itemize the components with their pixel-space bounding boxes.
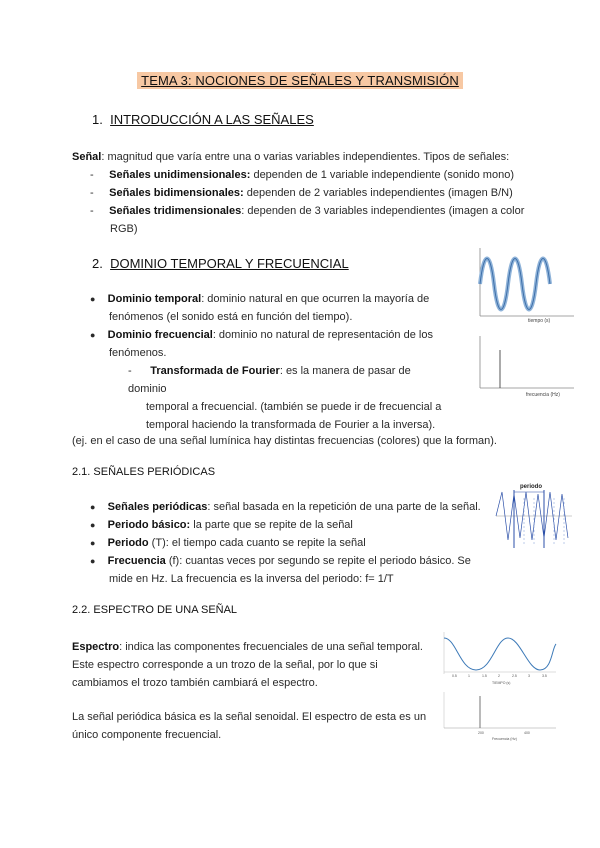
svg-text:2.5: 2.5	[512, 674, 517, 678]
time-frequency-figure	[476, 244, 576, 404]
signal-types-list	[90, 166, 524, 238]
svg-text:3: 3	[528, 674, 530, 678]
spectrum-paragraph: Espectro: indica las componentes frecuenciales de una señal temporal. Este espectro corresponde a un trozo de la señal, por lo que si cambiamos el trozo también cambiará el espectro.	[72, 641, 423, 689]
list-item: ● Periodo (T): el tiempo cada cuanto se repite la señal	[90, 537, 366, 549]
list-item-continuation: mide en Hz. La frecuencia es la inversa del periodo: f= 1/T	[109, 573, 394, 585]
svg-text:1: 1	[468, 674, 470, 678]
list-item: ● Dominio temporal: dominio natural en que ocurren la mayoría de	[90, 293, 430, 305]
list-item-continuation: fenómenos (el sonido está en función del tiempo).	[109, 311, 353, 323]
sine-tick-labels	[452, 674, 547, 678]
period-figure	[494, 480, 574, 552]
section-2-number: 2.	[92, 256, 103, 271]
spectrum-axis-label: Frecuencia (Hz)	[492, 737, 517, 741]
section-1-title: INTRODUCCIÓN A LAS SEÑALES	[110, 112, 314, 127]
sub-list-continuation: temporal haciendo la transformada de Fourier a la inversa).	[146, 419, 436, 431]
page-title: TEMA 3: NOCIONES DE SEÑALES Y TRANSMISIÓN	[137, 72, 463, 89]
sine-wave	[480, 259, 550, 310]
freq-tick-200: 200	[478, 731, 484, 735]
time-axis-label: tiempo (s)	[528, 318, 551, 324]
period-label: periodo	[520, 484, 542, 490]
sine-axis-label: TIEMPO (s)	[492, 681, 511, 685]
signal-term: Señal	[72, 151, 102, 163]
domains-list	[90, 290, 450, 434]
section-2-heading	[92, 256, 349, 271]
svg-text:0.5: 0.5	[452, 674, 457, 678]
list-item: ● Dominio frecuencial: dominio no natural de representación de los	[90, 329, 433, 341]
section-1-number: 1.	[92, 112, 103, 127]
section-2-1-heading: 2.1. SEÑALES PERIÓDICAS	[72, 466, 216, 478]
svg-text:3.5: 3.5	[542, 674, 547, 678]
title-block	[0, 72, 600, 90]
light-example: (ej. en el caso de una señal lumínica hay distintas frecuencias (colores) que la forman).	[72, 435, 497, 447]
list-item-continuation: fenómenos.	[109, 347, 167, 359]
list-item: - Señales tridimensionales: dependen de 3 variables independientes (imagen a color	[90, 205, 525, 217]
spectrum-figure	[440, 628, 560, 744]
freq-tick-400: 400	[524, 731, 530, 735]
sub-list-item: - Transformada de Fourier: es la manera de pasar de dominio	[128, 365, 411, 395]
signal-definition	[72, 148, 509, 166]
list-item: ● Señales periódicas: señal basada en la repetición de una parte de la señal.	[90, 501, 481, 513]
signal-text: : magnitud que varía entre una o varias variables independientes. Tipos de señales:	[101, 151, 510, 163]
list-item-continuation: RGB)	[110, 223, 138, 235]
list-item: ● Frecuencia (f): cuantas veces por segundo se repite el periodo básico. Se	[90, 555, 471, 567]
svg-text:1.5: 1.5	[482, 674, 487, 678]
freq-axis-label: frecuencia (Hz)	[526, 392, 560, 398]
section-2-title: DOMINIO TEMPORAL Y FRECUENCIAL	[110, 256, 349, 271]
list-item: ● Periodo básico: la parte que se repite de la señal	[90, 519, 353, 531]
sine-paragraph: La señal periódica básica es la señal senoidal. El espectro de esta es un único componente frecuencial.	[72, 711, 427, 741]
sub-list-continuation: temporal a frecuencial. (también se puede ir de frecuencial a	[146, 401, 442, 413]
section-1-heading	[92, 112, 314, 127]
periodic-list	[90, 498, 500, 588]
svg-text:2: 2	[498, 674, 500, 678]
list-item: - Señales unidimensionales: dependen de 1 variable independiente (sonido mono)	[90, 169, 514, 181]
sine-curve	[444, 638, 556, 670]
section-2-2-heading: 2.2. ESPECTRO DE UNA SEÑAL	[72, 604, 238, 616]
list-item: - Señales bidimensionales: dependen de 2 variables independientes (imagen B/N)	[90, 187, 513, 199]
